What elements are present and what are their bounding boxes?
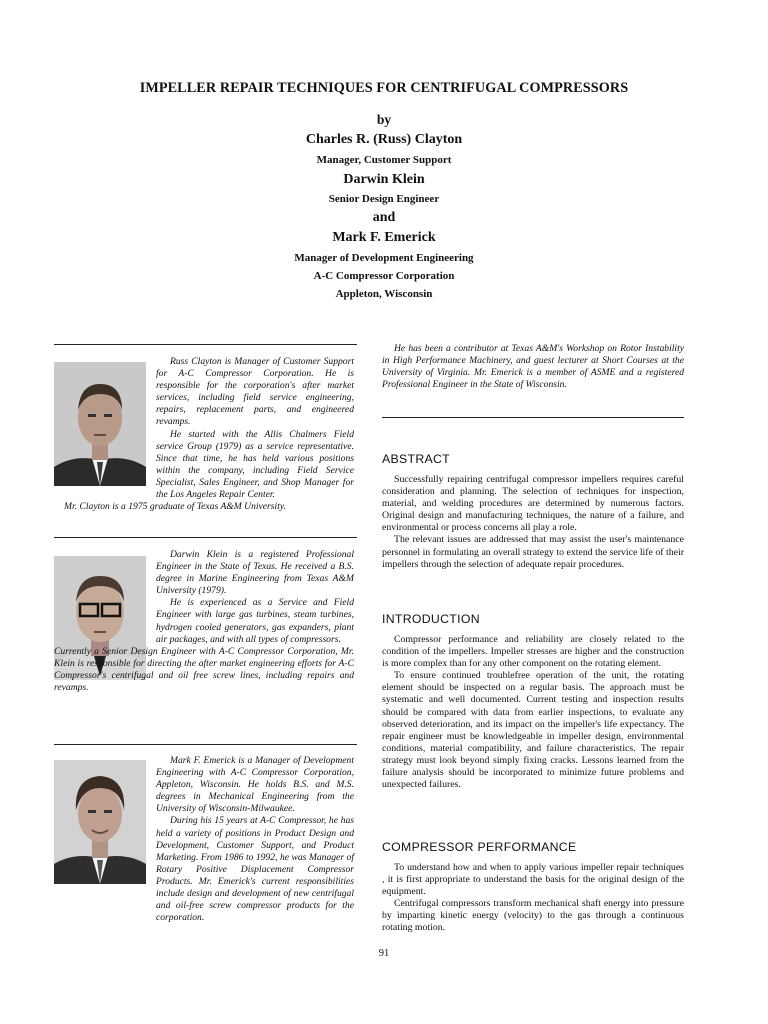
abstract-heading: ABSTRACT	[382, 452, 450, 466]
bio-clayton-p1: Russ Clayton is Manager of Customer Support for A-C Compressor Corporation. He is responsible for the corporation's after market services, including field service engineering, repairs, replacement parts, and engineered revamps.	[156, 356, 354, 428]
bio-clayton-p2: He started with the Allis Chalmers Field service Group (1979) as a service representative. Since that time, he has held various positions within the company, including Field Service Specialist, Sales Engineer, and Shop Manager for the Los Angeles Repair Center.	[156, 428, 354, 501]
bio-rule-middle	[54, 537, 357, 538]
byline-by: by	[376, 112, 392, 127]
introduction-p1: Compressor performance and reliability are closely related to the condition of the impellers. Impeller stresses are higher and the construction is more complex than for any other component on the rotating element.	[382, 634, 684, 670]
author-name-emerick: Mark F. Emerick	[332, 230, 436, 245]
abstract-p1: Successfully repairing centrifugal compressor impellers requires careful consideration and planning. The selection of techniques for inspection, material, and welding procedures are determined by numerous factors. Original design and manufacturing techniques, the nature of a failure, and environmental or process concerns all play a role.	[382, 474, 684, 534]
author-name-clayton: Charles R. (Russ) Clayton	[305, 132, 463, 147]
author-role-clayton: Manager, Customer Support	[316, 154, 452, 166]
abstract-body	[382, 474, 684, 571]
bio-emerick-p2: During his 15 years at A-C Compressor, he has held a variety of positions in Product Design and Development, Customer Support, and Product Marketing. From 1986 to 1992, he was Manager of Rotary Positive Displacement Compressor Products. Mr. Emerick's current responsibilities include design and development of new centrifugal and oil-free screw compressor products for the corporation.	[156, 815, 354, 924]
bio-emerick-continued	[382, 343, 684, 391]
paper-title: IMPELLER REPAIR TECHNIQUES FOR CENTRIFUGAL COMPRESSORS	[139, 80, 629, 96]
bio-emerick	[54, 755, 354, 924]
company-location: Appleton, Wisconsin	[335, 288, 433, 300]
author-role-klein: Senior Design Engineer	[328, 193, 440, 205]
page-number: 91	[378, 948, 390, 959]
bio-rule-lower	[54, 744, 357, 745]
byline-and: and	[372, 210, 396, 225]
bio-rule-top	[54, 344, 357, 345]
author-role-emerick: Manager of Development Engineering	[294, 252, 474, 264]
bio-clayton	[54, 356, 354, 513]
company-name: A-C Compressor Corporation	[313, 270, 455, 282]
performance-body	[382, 862, 684, 935]
bio-clayton-p3: Mr. Clayton is a 1975 graduate of Texas A&M University.	[64, 501, 286, 513]
bio-klein-p2: He is experienced as a Service and Field Engineer with large gas turbines, steam turbines, hydrogen cooled generators, gas expanders, plant air packages, and with all types of compressors.	[156, 597, 354, 645]
bio-klein-p1: Darwin Klein is a registered Professional Engineer in the State of Texas. He received a B.S. degree in Marine Engineering from Texas A&M University (1979).	[156, 549, 354, 597]
bio-emerick-p1: Mark F. Emerick is a Manager of Development Engineering with A-C Compressor Corporation, Appleton, Wisconsin. He holds B.S. and M.S. degrees in Mechanical Engineering from the University of Wisconsin-Milwaukee.	[156, 755, 354, 815]
introduction-heading: INTRODUCTION	[382, 612, 480, 626]
author-name-klein: Darwin Klein	[343, 172, 425, 187]
performance-heading: COMPRESSOR PERFORMANCE	[382, 840, 577, 854]
abstract-p2: The relevant issues are addressed that may assist the user's maintenance personnel in formulating an overall strategy to extend the service life of their impellers through the selection of adequate repair procedures.	[382, 534, 684, 570]
bio-klein-p3: Currently a Senior Design Engineer with A-C Compressor Corporation, Mr. Klein is responsible for directing the after market engineering efforts for A-C Compressor's centrifugal and oil free screw lines, including repairs and revamps.	[54, 645, 354, 694]
performance-p1: To understand how and when to apply various impeller repair techniques , it is first appropriate to understand the basis for the original design of the equipment.	[382, 862, 684, 898]
introduction-p2: To ensure continued troublefree operation of the unit, the rotating element should be inspected on a regular basis. The approach must be systematic and well documented. Current testing and inspection results should be compared with data from earlier inspections, to evaluate any observed deterioration, and its impact on the impeller's life expectancy. The repair engineer must be knowledgeable in impeller design, environmental conditions, material compatibility, and failure characteristics. The repair strategy must look beyond simply fixing cracks. Lessons learned from the failure analysis should be incorporated to minimize future problems and unexpected failures.	[382, 670, 684, 791]
bio-rule-right	[382, 417, 684, 418]
bio-klein	[54, 549, 354, 694]
performance-p2: Centrifugal compressors transform mechanical shaft energy into pressure by imparting kinetic energy (velocity) to the gas through a continuous rotating motion.	[382, 898, 684, 934]
introduction-body	[382, 634, 684, 791]
bio-emerick-p3: He has been a contributor at Texas A&M's Workshop on Rotor Instability in High Performance Machinery, and guest lecturer at Short Courses at the University of Virginia. Mr. Emerick is a member of ASME and a registered Professional Engineer in the State of Wisconsin.	[382, 343, 684, 391]
